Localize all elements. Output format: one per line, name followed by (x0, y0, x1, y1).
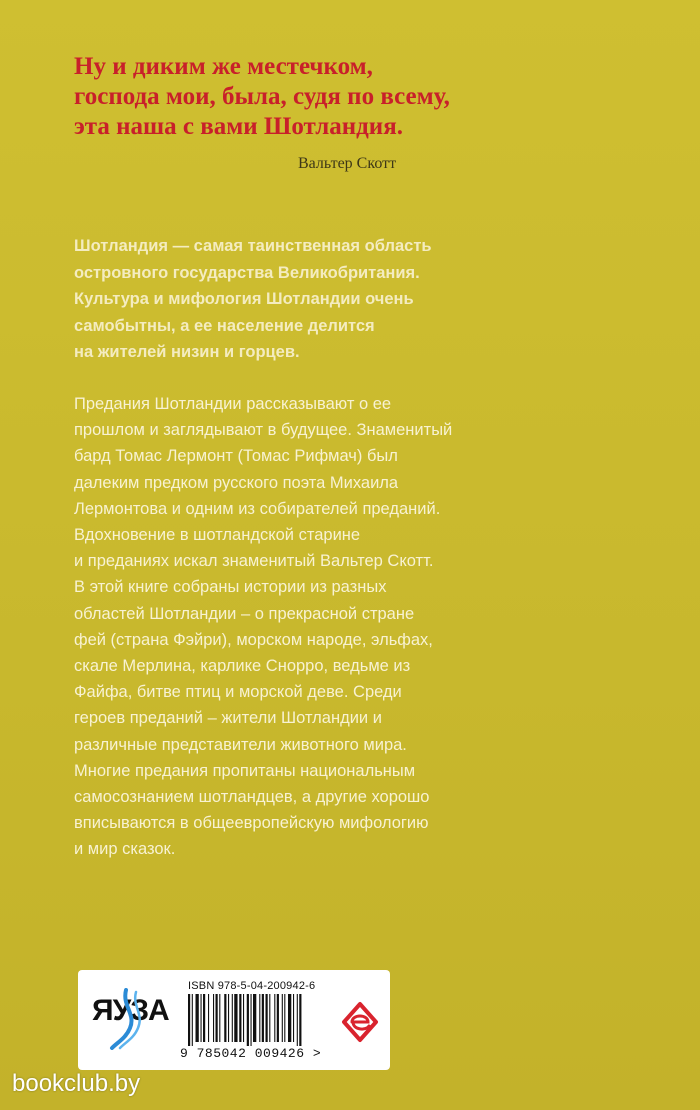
description-line: различные представители животного мира. (74, 735, 407, 754)
intro-line: на жителей низин и горцев. (74, 343, 300, 361)
description-line: бард Томас Лермонт (Томас Рифмач) был (74, 447, 398, 466)
intro-paragraph (74, 233, 594, 366)
intro-line: островного государства Великобритания. (74, 263, 420, 282)
description-line: областей Шотландии – о прекрасной стране (74, 604, 415, 623)
yauza-logo-icon (92, 988, 168, 1050)
description-line: фей (страна Фэйри), морском народе, эльфах, (74, 630, 433, 649)
description-paragraph (74, 391, 634, 863)
epigraph-line: эта наша с вами Шотландия. (74, 113, 403, 140)
description-line: и преданиях искал знаменитый Вальтер Скотт. (74, 552, 434, 571)
yauza-wave-icon (92, 988, 168, 1050)
barcode-digits: 9 785042 009426 > (180, 1046, 322, 1061)
barcode-icon (186, 994, 336, 1046)
description-line: прошлом и заглядывают в будущее. Знаменитый (74, 421, 453, 440)
description-line: самосознанием шотландцев, а другие хорошо (74, 788, 430, 807)
description-line: далеким предком русского поэта Михаила (74, 473, 399, 492)
intro-line: самобытны, а ее население делится (74, 316, 375, 335)
epigraph-line: господа мои, была, судя по всему, (74, 83, 450, 110)
epigraph-line: Ну и диким же местечком, (74, 53, 373, 80)
description-line: Предания Шотландии рассказывают о ее (74, 395, 392, 413)
intro-line: Культура и мифология Шотландии очень (74, 290, 414, 308)
intro-line: Шотландия — самая таинственная область (74, 237, 432, 255)
description-line: Лермонтова и одним из собирателей преданий. (74, 499, 441, 518)
description-line: Вдохновение в шотландской старине (74, 526, 361, 545)
description-line: и мир сказок. (74, 840, 176, 859)
isbn-label: ISBN 978-5-04-200942-6 (188, 980, 316, 992)
description-line: Многие предания пропитаны национальным (74, 761, 416, 780)
eksmo-logo-icon (340, 1000, 380, 1044)
site-watermark: bookclub.by (12, 1070, 141, 1097)
description-line: Файфа, битве птиц и морской деве. Среди (74, 683, 402, 702)
description-line: скале Мерлина, карлике Снорро, ведьме из (74, 657, 411, 676)
description-line: вписываются в общеевропейскую мифологию (74, 814, 429, 833)
description-line: героев преданий – жители Шотландии и (74, 709, 382, 728)
description-line: В этой книге собраны истории из разных (74, 578, 387, 597)
epigraph-quote (74, 52, 634, 142)
epigraph-author: Вальтер Скотт (298, 155, 397, 172)
publisher-logo-text: ЯУЗА (92, 994, 169, 1027)
barcode-panel (78, 970, 390, 1070)
